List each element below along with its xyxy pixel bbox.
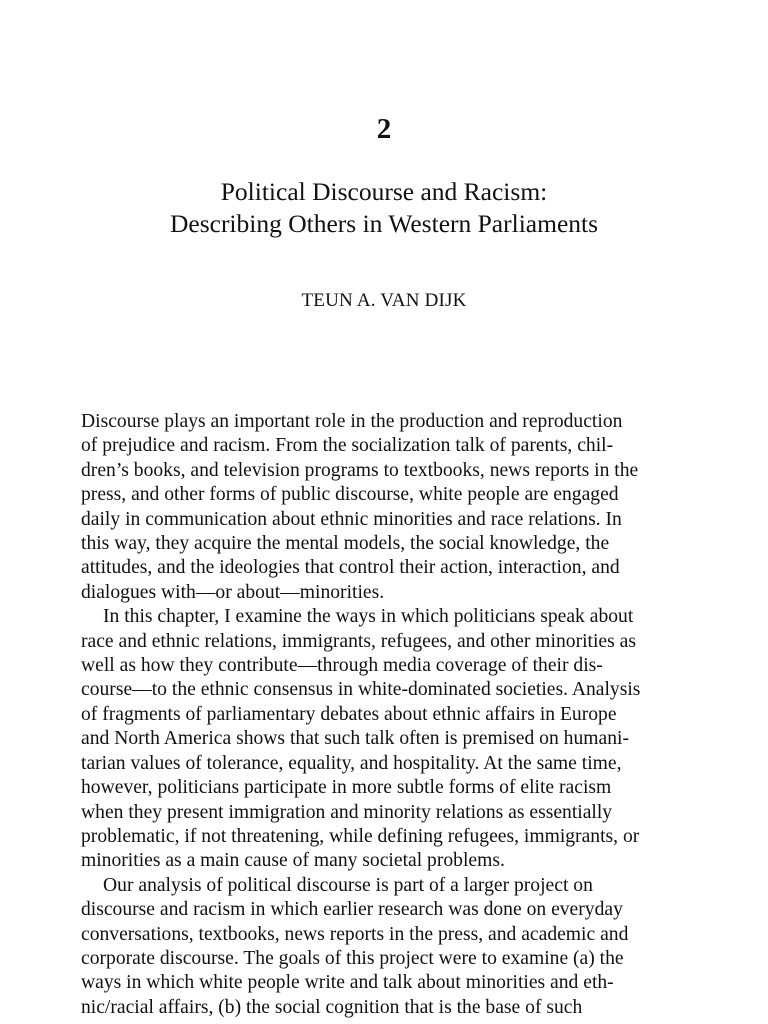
text-line: and North America shows that such talk often is premised on humani- — [81, 728, 629, 750]
text-line: daily in communication about ethnic minorities and race relations. In — [81, 508, 622, 530]
text-line: conversations, textbooks, news reports in the press, and academic and — [81, 923, 629, 945]
text-line: of fragments of parliamentary debates about ethnic affairs in Europe — [81, 703, 617, 725]
text-line: this way, they acquire the mental models, the social knowledge, the — [81, 533, 610, 555]
text-line: well as how they contribute—through media coverage of their dis- — [81, 655, 603, 677]
text-line: of prejudice and racism. From the socialization talk of parents, chil- — [81, 435, 614, 457]
text-line: dialogues with—or about—minorities. — [81, 581, 385, 603]
text-line: however, politicians participate in more subtle forms of elite racism — [81, 777, 612, 799]
text-line: dren’s books, and television programs to textbooks, news reports in the — [81, 459, 639, 481]
paragraph-3 — [81, 874, 686, 1020]
text-line: attitudes, and the ideologies that control their action, interaction, and — [81, 557, 620, 579]
chapter-title-line-1: Political Discourse and Racism: — [220, 177, 548, 206]
text-line: problematic, if not threatening, while defining refugees, immigrants, or — [81, 825, 640, 847]
chapter-number: 2 — [376, 113, 392, 145]
text-line: Our analysis of political discourse is part of a larger project on — [103, 874, 593, 896]
text-line: press, and other forms of public discourse, white people are engaged — [81, 484, 619, 506]
text-line: race and ethnic relations, immigrants, refugees, and other minorities as — [81, 630, 636, 652]
text-line: minorities as a main cause of many societal problems. — [81, 850, 505, 872]
paragraph-1 — [81, 410, 686, 605]
body-text — [81, 410, 686, 1020]
text-line: course—to the ethnic consensus in white-dominated societies. Analysis — [81, 679, 641, 701]
text-line: when they present immigration and minority relations as essentially — [81, 801, 613, 823]
chapter-author: TEUN A. VAN DIJK — [301, 290, 467, 311]
text-line: ways in which white people write and talk about minorities and eth- — [81, 972, 614, 994]
text-line: nic/racial affairs, (b) the social cognition that is the base of such — [81, 996, 583, 1018]
text-line: discourse and racism in which earlier research was done on everyday — [81, 899, 623, 921]
paragraph-2 — [81, 605, 686, 873]
text-line: Discourse plays an important role in the production and reproduction — [81, 411, 623, 432]
text-line: corporate discourse. The goals of this project were to examine (a) the — [81, 947, 624, 969]
chapter-title-line-2: Describing Others in Western Parliaments — [169, 209, 599, 238]
text-line: In this chapter, I examine the ways in which politicians speak about — [103, 606, 634, 628]
text-line: tarian values of tolerance, equality, and hospitality. At the same time, — [81, 752, 622, 774]
chapter-title — [0, 176, 768, 240]
